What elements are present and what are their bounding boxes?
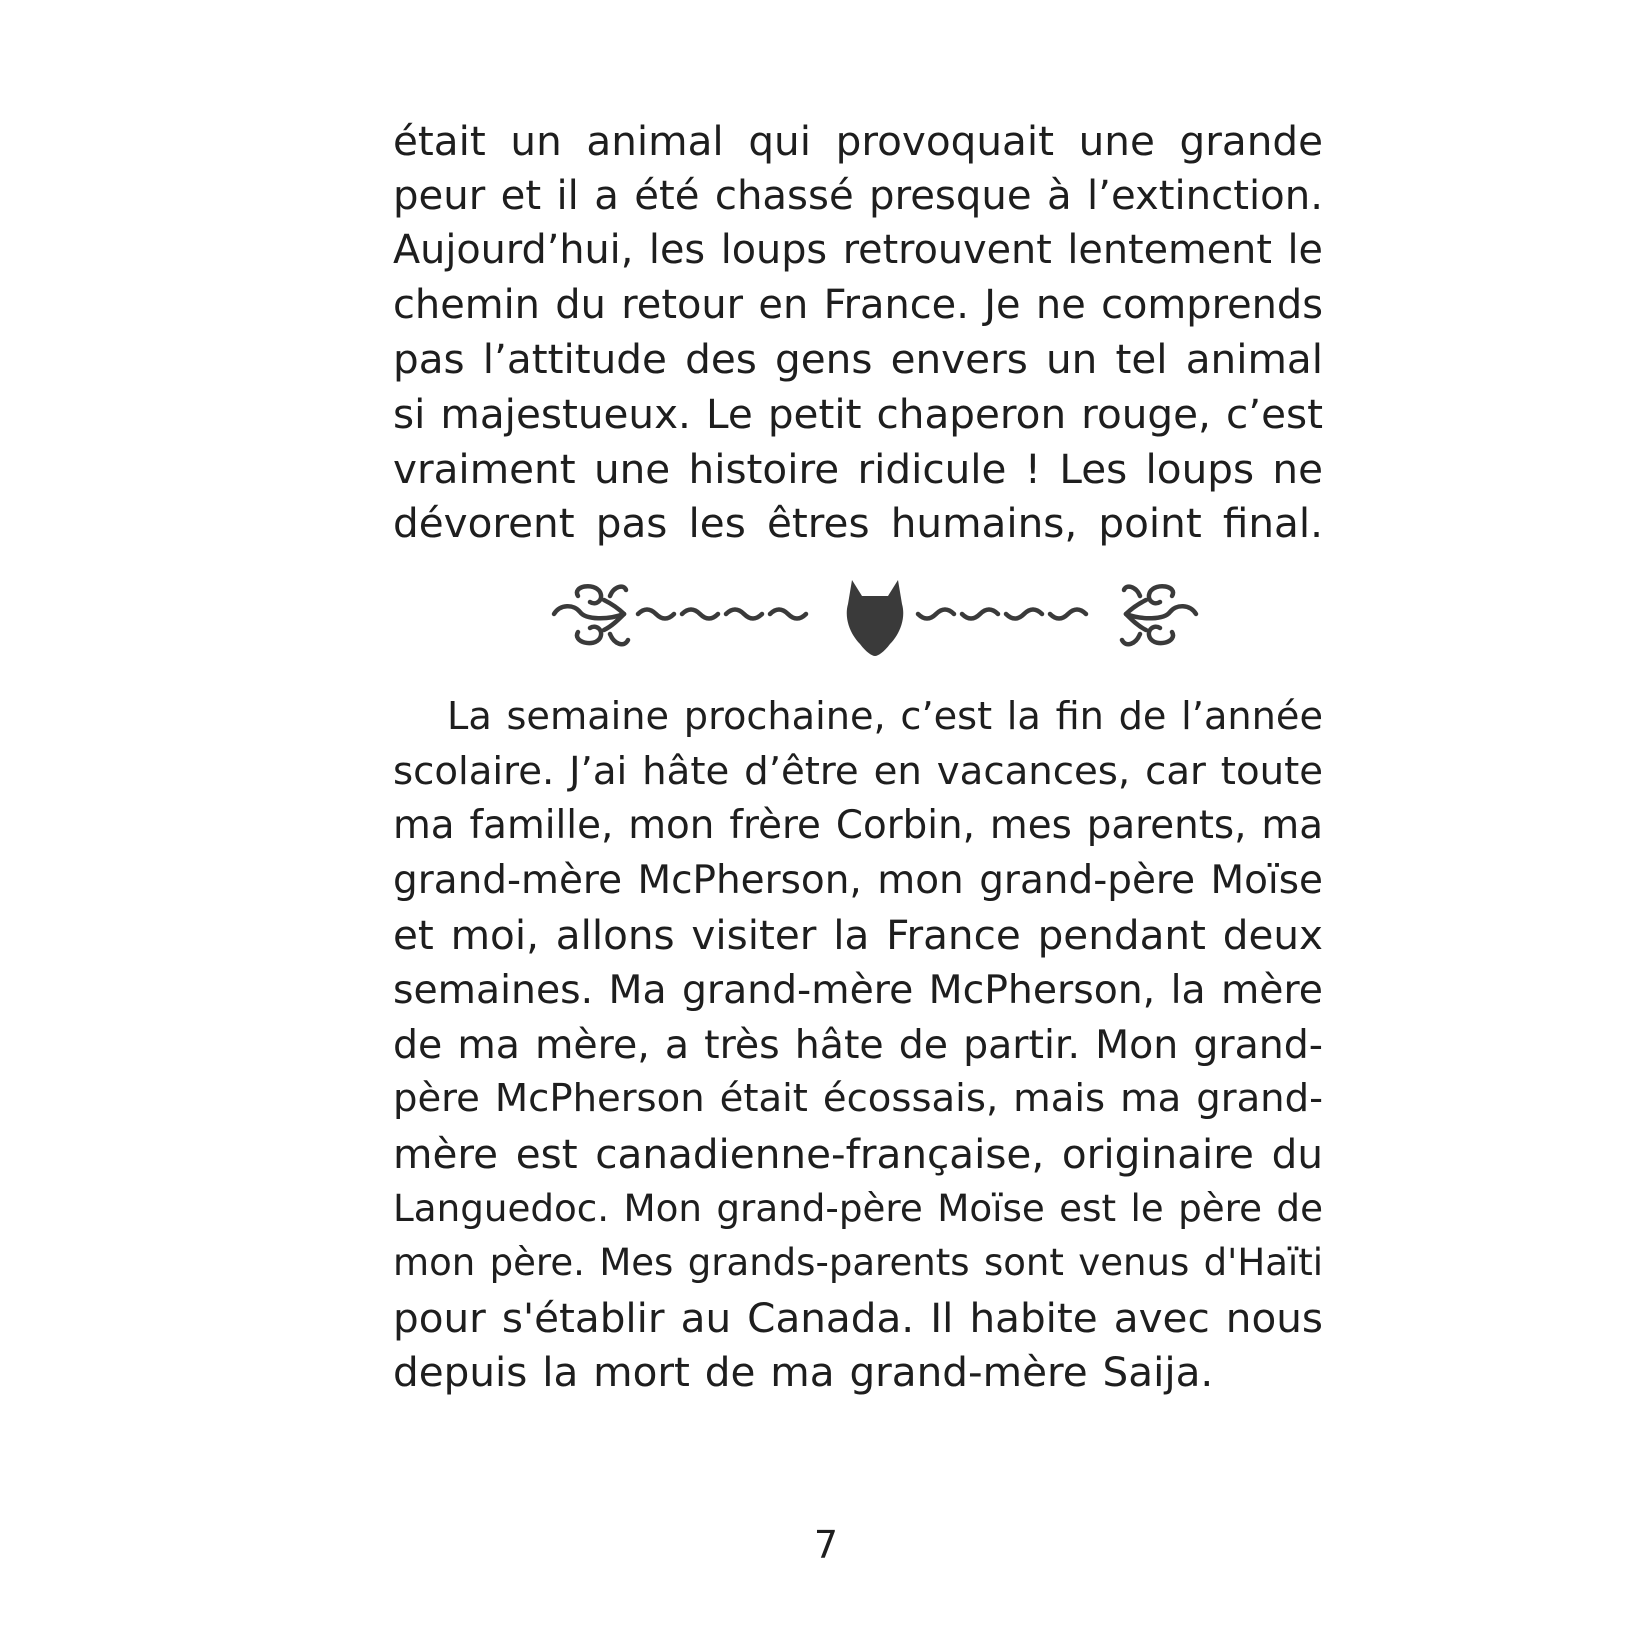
text-line: dévorent pas les êtres humains, point final.: [393, 499, 1323, 548]
text-line: vraiment une histoire ridicule ! Les loups ne: [393, 444, 1323, 493]
paragraph-1: [393, 114, 1323, 551]
text-line: père McPherson était écossais, mais ma grand-: [393, 1076, 1323, 1122]
text-line: La semaine prochaine, c’est la fin de l’année: [447, 694, 1323, 739]
text-line: semaines. Ma grand-mère McPherson, la mère: [393, 966, 1323, 1013]
page-number: 7: [813, 1523, 839, 1567]
paragraph-2: [393, 690, 1323, 1400]
text-line: ma famille, mon frère Corbin, mes parents, ma: [393, 803, 1323, 849]
text-line: de ma mère, a très hâte de partir. Mon grand-: [393, 1021, 1323, 1068]
text-line: pour s'établir au Canada. Il habite avec nous: [393, 1293, 1323, 1342]
text-line: si majestueux. Le petit chaperon rouge, c’est: [393, 389, 1323, 438]
text-line: depuis la mort de ma grand-mère Saija.: [393, 1348, 1214, 1397]
text-line: Languedoc. Mon grand-père Moïse est le père de: [393, 1186, 1323, 1231]
text-line: peur et il a été chassé presque à l’extinction.: [393, 172, 1323, 219]
wolf-head-ornament-icon: [548, 574, 1202, 658]
text-line: et moi, allons visiter la France pendant deux: [393, 911, 1323, 960]
text-line: mon père. Mes grands-parents sont venus d'Haïti: [393, 1240, 1323, 1284]
text-line: grand-mère McPherson, mon grand-père Moïse: [393, 857, 1323, 903]
text-line: chemin du retour en France. Je ne comprends: [393, 281, 1323, 328]
text-line: Aujourd’hui, les loups retrouvent lentement le: [393, 227, 1323, 274]
text-line: scolaire. J’ai hâte d’être en vacances, car toute: [393, 748, 1323, 794]
text-line: mère est canadienne-française, originaire du: [393, 1129, 1323, 1178]
text-line: pas l’attitude des gens envers un tel animal: [393, 335, 1323, 384]
text-line: était un animal qui provoquait une grande: [393, 117, 1323, 165]
